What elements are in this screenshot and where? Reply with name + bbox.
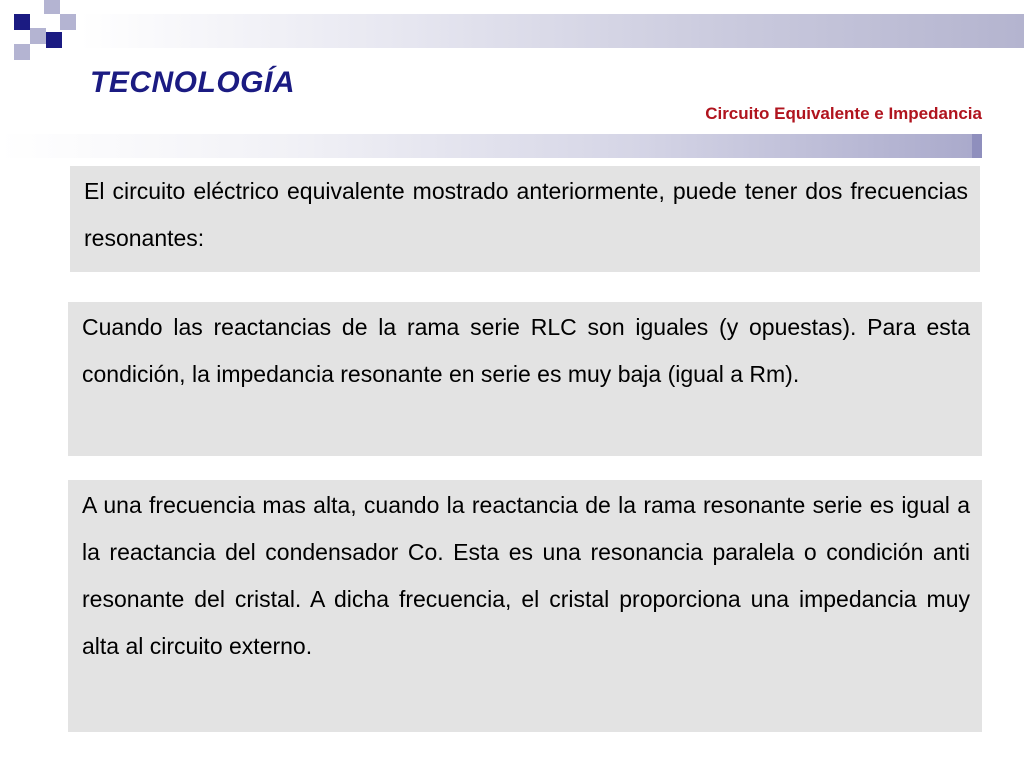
slide-subtitle: Circuito Equivalente e Impedancia [705, 104, 982, 123]
decor-square-lavender-3 [60, 14, 76, 30]
divider-gradient-bar [0, 134, 980, 158]
decor-square-lavender-2 [30, 28, 46, 44]
text-box-parallel-resonance: A una frecuencia mas alta, cuando la reactancia de la rama resonante serie es igual a la reactancia del condensador Co. Esta es una resonancia paralela o condición anti resonante del cristal. A dicha frecuencia, el cristal proporciona una impedancia muy alta al circuito externo. [68, 480, 982, 732]
decor-square-lavender-4 [14, 44, 30, 60]
decor-square-navy-1 [14, 14, 30, 30]
text-box-intro: El circuito eléctrico equivalente mostrado anteriormente, puede tener dos frecuencias resonantes: [70, 166, 980, 272]
header-gradient-bar [80, 14, 1024, 48]
decor-square-navy-2 [46, 32, 62, 48]
slide-title: TECNOLOGÍA [90, 66, 295, 99]
divider-bar-end [972, 134, 982, 158]
text-box-series-resonance: Cuando las reactancias de la rama serie RLC son iguales (y opuestas). Para esta condición, la impedancia resonante en serie es muy baja (igual a Rm). [68, 302, 982, 456]
decor-square-lavender-1 [44, 0, 60, 14]
